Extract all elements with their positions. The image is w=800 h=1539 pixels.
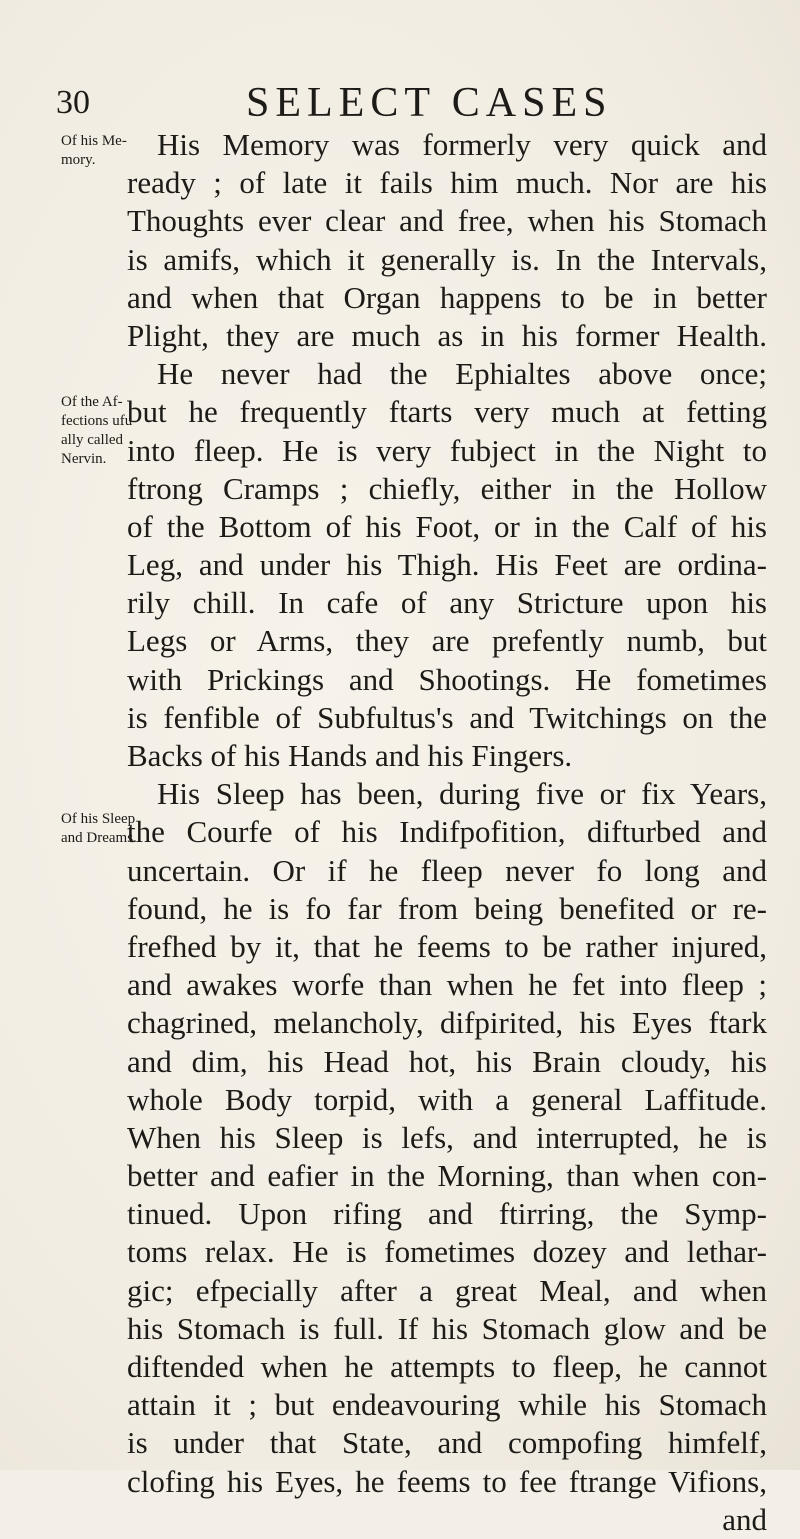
text-line: found, he is fo far from being benefited or re-	[127, 890, 767, 926]
text-line: clofing his Eyes, he feems to fee ftrange Vifions,	[127, 1463, 767, 1499]
text-line: is fenfible of Subfultus's and Twitchings on the	[127, 699, 767, 735]
text-line: He never had the Ephialtes above once;	[157, 356, 767, 392]
text-line: frefhed by it, that he feems to be rather injured,	[127, 928, 767, 964]
text-line: uncertain. Or if he fleep never fo long and	[127, 852, 767, 888]
catchword: and	[722, 1501, 767, 1537]
margin-note-affections	[61, 393, 138, 469]
margin-note-sleep	[61, 810, 137, 848]
text-line: into fleep. He is very fubject in the Night to	[127, 432, 767, 468]
text-line: better and eafier in the Morning, than when con-	[127, 1158, 767, 1194]
margin-note-line: and Dreams.	[61, 830, 137, 846]
text-line: and when that Organ happens to be in better	[127, 279, 767, 315]
text-line: of the Bottom of his Foot, or in the Calf of his	[127, 508, 767, 544]
text-line: His Memory was formerly very quick and	[157, 127, 767, 162]
text-line: and dim, his Head hot, his Brain cloudy, his	[127, 1043, 767, 1079]
text-line: diftended when he attempts to fleep, he cannot	[127, 1349, 767, 1384]
body-text	[127, 126, 767, 1539]
text-line: toms relax. He is fometimes dozey and lethar-	[127, 1234, 767, 1270]
text-line: When his Sleep is lefs, and interrupted, he is	[127, 1119, 767, 1155]
margin-note-line: fections ufu-	[61, 413, 138, 429]
text-line: gic; efpecially after a great Meal, and when	[127, 1272, 767, 1308]
text-line: and awakes worfe than when he fet into fleep ;	[127, 967, 767, 1003]
text-line: with Prickings and Shootings. He fometimes	[127, 661, 767, 697]
text-line: but he frequently ftarts very much at fetting	[127, 394, 767, 430]
margin-note-line: Of his Me-	[61, 133, 127, 149]
text-line: Legs or Arms, they are prefently numb, but	[127, 623, 767, 659]
text-line: his Stomach is full. If his Stomach glow and be	[127, 1310, 767, 1346]
text-line: His Sleep has been, during five or fix Years,	[157, 776, 767, 812]
text-line: Plight, they are much as in his former Health.	[127, 317, 767, 353]
text-line: whole Body torpid, with a general Laffitude.	[127, 1081, 767, 1117]
margin-note-line: mory.	[61, 152, 96, 168]
text-line: Backs of his Hands and his Fingers.	[127, 738, 573, 773]
text-line: rily chill. In cafe of any Stricture upon his	[127, 585, 767, 621]
text-line: attain it ; but endeavouring while his Stomach	[127, 1387, 767, 1423]
text-line: tinued. Upon rifing and ftirring, the Symp-	[127, 1196, 767, 1232]
text-line: ready ; of late it fails him much. Nor are his	[127, 165, 767, 201]
margin-note-line: ally called	[61, 432, 124, 448]
text-line: is amifs, which it generally is. In the Intervals,	[127, 241, 767, 277]
text-line: is under that State, and compofing himfelf,	[127, 1425, 767, 1461]
text-line: the Courfe of his Indifpofition, difturbed and	[127, 814, 767, 850]
margin-note-line: Of the Af-	[61, 394, 123, 410]
text-line: Thoughts ever clear and free, when his Stomach	[127, 203, 767, 239]
margin-note-line: Nervin.	[61, 451, 107, 467]
text-line: chagrined, melancholy, difpirited, his Eyes ftark	[127, 1005, 767, 1041]
margin-note-line: Of his Sleep	[61, 811, 136, 827]
margin-note-memory	[61, 132, 125, 170]
text-line: ftrong Cramps ; chiefly, either in the Hollow	[127, 470, 767, 506]
running-head: SELECT CASES	[246, 80, 613, 126]
text-line: Leg, and under his Thigh. His Feet are ordina-	[127, 547, 767, 583]
page-number: 30	[56, 84, 90, 121]
